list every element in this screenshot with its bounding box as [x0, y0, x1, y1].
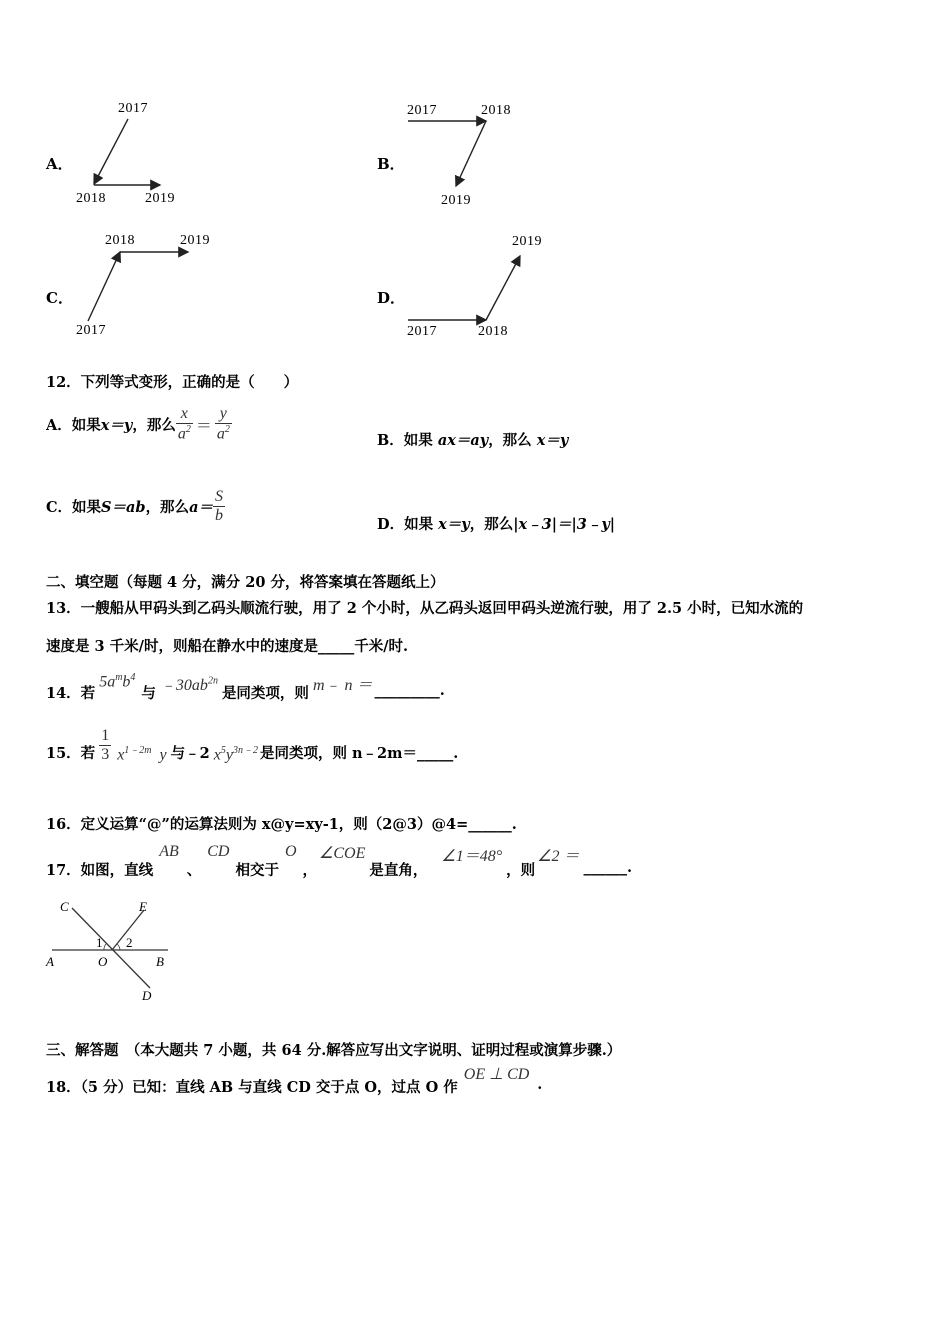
option-c-label: C．: [46, 289, 73, 307]
line-cd: [72, 908, 150, 988]
b-year-right: 2018: [481, 103, 511, 118]
q18-expr: OE ⊥ CD: [463, 1066, 530, 1083]
q12-a-mid: ，那么: [132, 416, 176, 434]
q15-suffix: 是同类项，则 n﹣2m＝_____.: [259, 745, 459, 763]
q14-prefix: 14．若: [46, 685, 96, 702]
q12-stem: 12．下列等式变形，正确的是（ ）: [46, 374, 299, 391]
c-year-right: 2019: [180, 233, 210, 248]
q12-a-num-x: x: [180, 405, 188, 422]
q12-a-cond: x＝y: [100, 416, 133, 434]
q17-answer-blank: ______.: [583, 859, 633, 876]
q15-term-1: $x^{1﹣2m}$ y: [117, 745, 167, 764]
q17-meet: 相交于: [235, 862, 279, 879]
q12-a-prefix: A．如果: [46, 416, 101, 434]
q17: [46, 843, 632, 880]
q12-d-prefix: D．如果: [377, 516, 439, 533]
section-3-heading: 三、解答题 （本大题共 7 小题，共 64 分.解答应写出文字说明、证明过程或演算步骤.）: [46, 1042, 622, 1059]
q12-c-result: a＝: [189, 499, 213, 516]
d-year-left: 2017: [407, 324, 437, 339]
arrow-c-1: [88, 252, 120, 321]
q15-num: 1: [101, 727, 110, 745]
q17-coe: ∠COE: [319, 845, 366, 862]
c-year-bottom: 2017: [76, 323, 106, 338]
arrow-d-2: [486, 256, 520, 320]
q12-a-den-left: $a^2$: [177, 424, 191, 443]
q12-d-result: x﹣3|＝|3﹣y|: [518, 516, 616, 533]
q17-ab: AB: [159, 843, 179, 860]
section-2-heading: 二、填空题（每题 4 分，满分 20 分，将答案填在答题纸上）: [46, 574, 445, 591]
q17-figure: [44, 898, 184, 1008]
q12-a-num-y: y: [219, 405, 227, 422]
option-a-label: A．: [46, 155, 73, 173]
angle-arc-2: [117, 944, 120, 950]
b-year-bottom: 2019: [441, 193, 471, 208]
q17-angle-1: ∠1＝48°: [441, 848, 503, 865]
q12-option-a: [46, 405, 232, 443]
q15-den: 3: [101, 746, 110, 764]
q14-mid: 是同类项，则: [221, 685, 309, 702]
point-c: C: [60, 899, 69, 914]
point-o: O: [98, 954, 108, 969]
q14-term-1: $5a^mb^4$: [99, 672, 136, 691]
q17-right-angle: 是直角，: [369, 862, 428, 879]
q11-arrow-diagrams: [0, 0, 950, 360]
option-b-label: B．: [377, 155, 405, 173]
q14-expr: m﹣ n ＝: [312, 677, 373, 694]
q17-sep: 、: [186, 862, 202, 879]
q15-frac: [99, 727, 111, 764]
q12-c-num: S: [214, 488, 223, 505]
d-year-top: 2019: [512, 234, 542, 249]
q12-option-b: [377, 429, 568, 450]
q13-line-1: 13．一艘船从甲码头到乙码头顺流行驶，用了 2 个小时，从乙码头返回甲码头逆流行驶，用了 2.5 小时，已知水流的: [46, 600, 804, 617]
q12-a-den-right: $a^2$: [216, 424, 230, 443]
q12-option-d: [377, 513, 615, 534]
q15-prefix: 15．若: [46, 745, 96, 763]
q15: [46, 727, 458, 764]
q12-d-mid: ，那么|: [469, 516, 519, 533]
angle-1-label: 1: [96, 935, 103, 950]
q14: [46, 672, 445, 703]
q12-c-prefix: C．如果: [46, 499, 102, 516]
q18-text: 18．（5 分）已知：直线 AB 与直线 CD 交于点 O，过点 O 作: [46, 1079, 458, 1096]
q12-c-cond: S＝ab: [101, 499, 146, 516]
a-year-right: 2019: [145, 191, 175, 206]
a-year-left: 2018: [76, 191, 106, 206]
q15-term-2: $x^5y^{3n﹣2}$: [213, 745, 258, 764]
q12-option-c: [46, 488, 225, 525]
q12-a-frac-right: [215, 405, 232, 443]
q18: [46, 1064, 542, 1097]
point-b: B: [156, 954, 164, 969]
q12-b-cond: ax＝ay: [437, 432, 489, 449]
q17-o: O: [284, 843, 297, 860]
arrow-b-2: [456, 121, 486, 186]
b-year-left: 2017: [407, 103, 437, 118]
q12-c-frac: [213, 488, 225, 525]
q17-prefix: 17．如图，直线: [46, 862, 154, 879]
angle-2-label: 2: [126, 935, 133, 950]
q12-b-result: x＝y: [536, 432, 569, 449]
q13-line-2: 速度是 3 千米/时，则船在静水中的速度是_____千米/时.: [46, 638, 409, 655]
q12-c-mid: ，那么: [145, 499, 190, 516]
c-year-mid: 2018: [105, 233, 135, 248]
q15-and: 与﹣2: [170, 745, 210, 763]
point-e: E: [139, 899, 147, 914]
angle-arc-1: [104, 944, 106, 950]
q12-a-frac-left: [176, 405, 193, 443]
q16: 16．定义运算“@”的运算法则为 x@y=xy-1，则（2@3）@4=______.: [46, 816, 517, 833]
q12-c-den: b: [214, 507, 223, 524]
q12-b-prefix: B．如果: [377, 432, 438, 449]
q17-angle-2: ∠2 ＝: [537, 848, 580, 865]
point-d: D: [142, 988, 152, 1003]
q17-cd: CD: [207, 843, 230, 860]
q17-then: ，则: [506, 862, 536, 879]
arrow-a-1: [94, 119, 128, 184]
q14-term-2: $﹣30ab^{2n}$: [159, 675, 218, 694]
q18-end: .: [537, 1076, 543, 1093]
q12-b-mid: ，那么: [488, 432, 537, 449]
q17-comma: ，: [302, 862, 318, 879]
a-year-top: 2017: [118, 101, 148, 116]
q12-a-equals: ＝: [195, 417, 212, 435]
q14-and: 与: [141, 685, 156, 702]
point-a: A: [46, 954, 54, 969]
option-d-label: D．: [377, 289, 406, 307]
d-year-right: 2018: [478, 324, 508, 339]
q12-d-cond: x＝y: [438, 516, 470, 533]
q14-answer-blank: _________.: [374, 682, 445, 699]
